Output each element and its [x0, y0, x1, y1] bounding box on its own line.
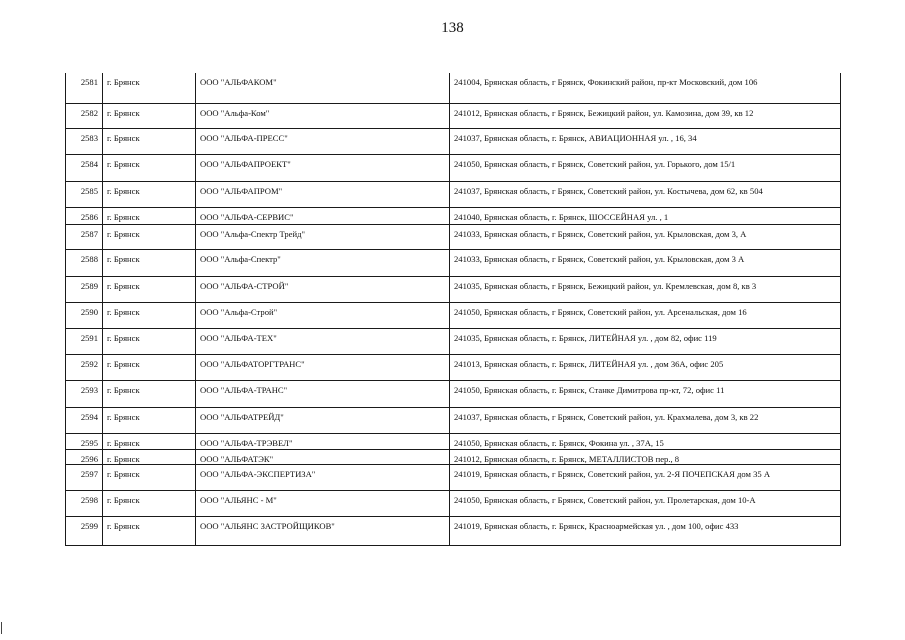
- page-number: 138: [441, 20, 464, 36]
- row-number-cell: 2593: [66, 380, 103, 407]
- table-row: [66, 154, 841, 181]
- row-number-cell: 2594: [66, 407, 103, 433]
- table-row: [66, 354, 841, 380]
- row-number-cell: 2583: [66, 128, 103, 154]
- company-name-cell: ООО "АЛЬФАПРОЕКТ": [196, 154, 450, 181]
- row-number-cell: 2598: [66, 490, 103, 516]
- row-number-cell: 2584: [66, 154, 103, 181]
- row-number-cell: 2597: [66, 464, 103, 490]
- company-name-cell: ООО "АЛЬФАТРЕЙД": [196, 407, 450, 433]
- table-row: [66, 449, 841, 464]
- row-number-cell: 2596: [66, 449, 103, 464]
- address-cell: 241035, Брянская область, г Брянск, Бежицкий район, ул. Кремлевская, дом 8, кв 3: [450, 276, 841, 302]
- company-name-cell: ООО "АЛЬЯНС ЗАСТРОЙЩИКОВ": [196, 516, 450, 545]
- city-cell: г. Брянск: [103, 380, 196, 407]
- address-cell: 241033, Брянская область, г Брянск, Советский район, ул. Крыловская, дом 3, А: [450, 224, 841, 249]
- address-cell: 241050, Брянская область, г Брянск, Советский район, ул. Арсенальская, дом 16: [450, 302, 841, 328]
- address-cell: 241040, Брянская область, г. Брянск, ШОССЕЙНАЯ ул. , 1: [450, 207, 841, 224]
- table-row: [66, 464, 841, 490]
- city-cell: г. Брянск: [103, 154, 196, 181]
- city-cell: г. Брянск: [103, 73, 196, 103]
- company-name-cell: ООО "АЛЬФАКОМ": [196, 73, 450, 103]
- city-cell: г. Брянск: [103, 249, 196, 276]
- table-row: [66, 516, 841, 545]
- company-name-cell: ООО "АЛЬФА-СЕРВИС": [196, 207, 450, 224]
- row-number-cell: 2589: [66, 276, 103, 302]
- company-name-cell: ООО "Альфа-Спектр Трейд": [196, 224, 450, 249]
- city-cell: г. Брянск: [103, 207, 196, 224]
- address-cell: 241050, Брянская область, г. Брянск, Станке Димитрова пр-кт, 72, офис 11: [450, 380, 841, 407]
- company-name-cell: ООО "АЛЬФАТЭК": [196, 449, 450, 464]
- city-cell: г. Брянск: [103, 354, 196, 380]
- company-name-cell: ООО "АЛЬФА-ТРАНС": [196, 380, 450, 407]
- table-row: [66, 207, 841, 224]
- city-cell: г. Брянск: [103, 328, 196, 354]
- city-cell: г. Брянск: [103, 181, 196, 207]
- row-number-cell: 2595: [66, 433, 103, 449]
- city-cell: г. Брянск: [103, 224, 196, 249]
- address-cell: 241050, Брянская область, г Брянск, Советский район, ул. Горького, дом 15/1: [450, 154, 841, 181]
- row-number-cell: 2590: [66, 302, 103, 328]
- address-cell: 241013, Брянская область, г. Брянск, ЛИТЕЙНАЯ ул. , дом 36А, офис 205: [450, 354, 841, 380]
- city-cell: г. Брянск: [103, 464, 196, 490]
- address-cell: 241019, Брянская область, г Брянск, Советский район, ул. 2-Я ПОЧЕПСКАЯ дом 35 А: [450, 464, 841, 490]
- company-name-cell: ООО "АЛЬФАПРОМ": [196, 181, 450, 207]
- scan-edge-mark: [1, 622, 2, 634]
- city-cell: г. Брянск: [103, 407, 196, 433]
- company-name-cell: ООО "АЛЬФА-ТРЭВЕЛ": [196, 433, 450, 449]
- city-cell: г. Брянск: [103, 449, 196, 464]
- table-row: [66, 181, 841, 207]
- row-number-cell: 2588: [66, 249, 103, 276]
- table-row: [66, 224, 841, 249]
- company-name-cell: ООО "АЛЬФАТОРГТРАНС": [196, 354, 450, 380]
- address-cell: 241050, Брянская область, г Брянск, Советский район, ул. Пролетарская, дом 10-А: [450, 490, 841, 516]
- row-number-cell: 2581: [66, 73, 103, 103]
- address-cell: 241050, Брянская область, г. Брянск, Фокина ул. , 37А, 15: [450, 433, 841, 449]
- registry-table-body: [66, 73, 841, 545]
- row-number-cell: 2592: [66, 354, 103, 380]
- table-row: [66, 128, 841, 154]
- table-row: [66, 490, 841, 516]
- registry-table: [65, 73, 841, 546]
- address-cell: 241012, Брянская область, г. Брянск, МЕТАЛЛИСТОВ пер., 8: [450, 449, 841, 464]
- table-row: [66, 328, 841, 354]
- company-name-cell: ООО "Альфа-Спектр": [196, 249, 450, 276]
- city-cell: г. Брянск: [103, 128, 196, 154]
- address-cell: 241019, Брянская область, г. Брянск, Красноармейская ул. , дом 100, офис 433: [450, 516, 841, 545]
- company-name-cell: ООО "АЛЬЯНС - М": [196, 490, 450, 516]
- table-row: [66, 380, 841, 407]
- address-cell: 241035, Брянская область, г. Брянск, ЛИТЕЙНАЯ ул. , дом 82, офис 119: [450, 328, 841, 354]
- city-cell: г. Брянск: [103, 516, 196, 545]
- company-name-cell: ООО "АЛЬФА-ТЕХ": [196, 328, 450, 354]
- table-row: [66, 103, 841, 128]
- address-cell: 241037, Брянская область, г. Брянск, АВИАЦИОННАЯ ул. , 16, 34: [450, 128, 841, 154]
- company-name-cell: ООО "АЛЬФА-СТРОЙ": [196, 276, 450, 302]
- row-number-cell: 2587: [66, 224, 103, 249]
- city-cell: г. Брянск: [103, 490, 196, 516]
- table-row: [66, 407, 841, 433]
- address-cell: 241037, Брянская область, г Брянск, Советский район, ул. Крахмалева, дом 3, кв 22: [450, 407, 841, 433]
- table-row: [66, 249, 841, 276]
- address-cell: 241037, Брянская область, г Брянск, Советский район, ул. Костычева, дом 62, кв 504: [450, 181, 841, 207]
- city-cell: г. Брянск: [103, 433, 196, 449]
- address-cell: 241004, Брянская область, г Брянск, Фокинский район, пр-кт Московский, дом 106: [450, 73, 841, 103]
- city-cell: г. Брянск: [103, 302, 196, 328]
- address-cell: 241033, Брянская область, г Брянск, Советский район, ул. Крыловская, дом 3 А: [450, 249, 841, 276]
- table-row: [66, 302, 841, 328]
- city-cell: г. Брянск: [103, 103, 196, 128]
- row-number-cell: 2599: [66, 516, 103, 545]
- company-name-cell: ООО "Альфа-Строй": [196, 302, 450, 328]
- company-name-cell: ООО "Альфа-Ком": [196, 103, 450, 128]
- row-number-cell: 2591: [66, 328, 103, 354]
- table-row: [66, 73, 841, 103]
- row-number-cell: 2586: [66, 207, 103, 224]
- table-row: [66, 433, 841, 449]
- company-name-cell: ООО "АЛЬФА-ПРЕСС": [196, 128, 450, 154]
- row-number-cell: 2582: [66, 103, 103, 128]
- city-cell: г. Брянск: [103, 276, 196, 302]
- table-row: [66, 276, 841, 302]
- address-cell: 241012, Брянская область, г Брянск, Бежицкий район, ул. Камозина, дом 39, кв 12: [450, 103, 841, 128]
- row-number-cell: 2585: [66, 181, 103, 207]
- company-name-cell: ООО "АЛЬФА-ЭКСПЕРТИЗА": [196, 464, 450, 490]
